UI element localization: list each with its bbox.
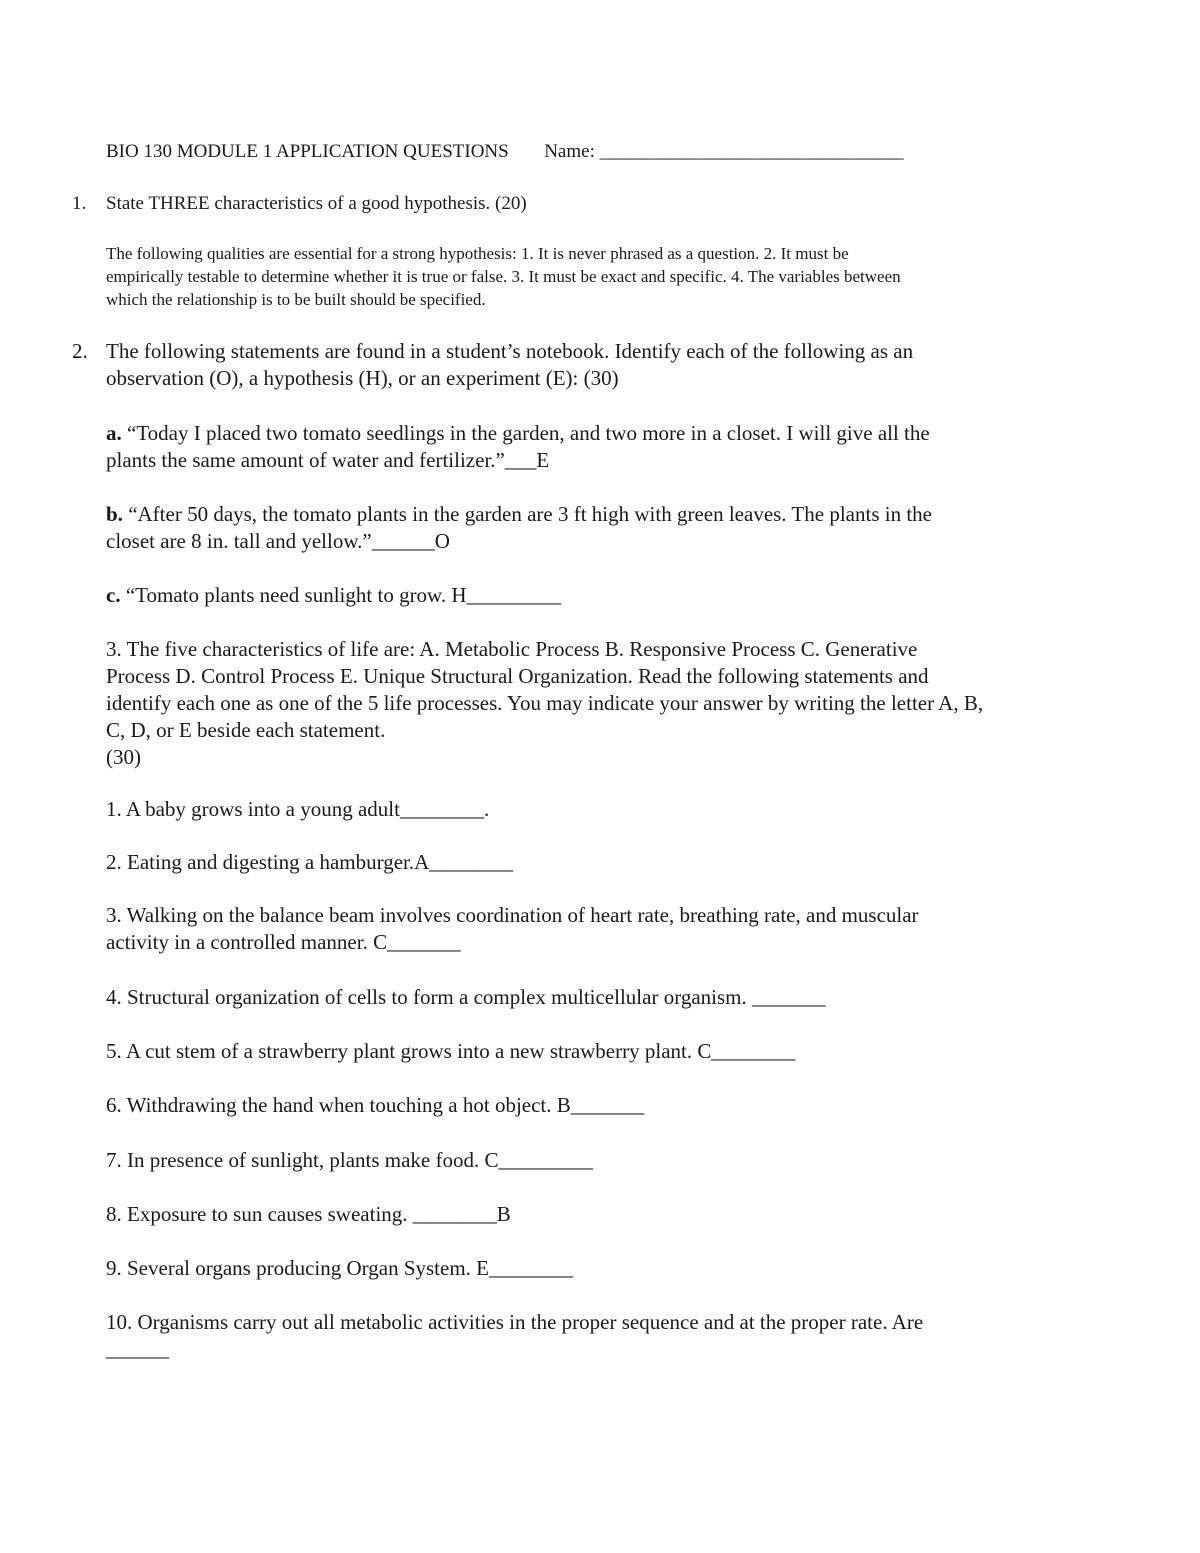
question-3-item-5: 5. A cut stem of a strawberry plant grows into a new strawberry plant. C________: [106, 1039, 796, 1063]
question-3-item-7: 7. In presence of sunlight, plants make food. C_________: [106, 1148, 593, 1172]
document-header: [106, 141, 904, 163]
question-3-text-line: Process D. Control Process E. Unique Structural Organization. Read the following statements and: [106, 664, 929, 688]
question-3-text-line: C, D, or E beside each statement.: [106, 718, 386, 742]
document-title: BIO 130 MODULE 1 APPLICATION QUESTIONS: [106, 141, 509, 162]
question-2-text-line: The following statements are found in a student’s notebook. Identify each of the following as an: [106, 339, 914, 363]
question-1-number: 1.: [72, 193, 87, 214]
question-3-points: (30): [106, 745, 141, 769]
question-2a-letter: a.: [106, 421, 122, 445]
question-3-item-3-line-2: activity in a controlled manner. C_______: [106, 930, 461, 954]
question-2-text-line: observation (O), a hypothesis (H), or an experiment (E): (30): [106, 366, 619, 390]
question-3-item-4: 4. Structural organization of cells to form a complex multicellular organism. _______: [106, 985, 826, 1009]
question-2a-line: [106, 421, 930, 446]
question-1-answer-line: empirically testable to determine whether it is true or false. 3. It must be exact and specific. 4. The variables between: [106, 267, 901, 286]
question-3-item-10: 10. Organisms carry out all metabolic activities in the proper sequence and at the proper rate. Are: [106, 1310, 924, 1334]
question-2c-line: [106, 583, 561, 608]
question-3-item-10-blank: ______: [106, 1337, 169, 1361]
question-3-text-line: identify each one as one of the 5 life processes. You may indicate your answer by writing the letter A, B,: [106, 691, 984, 715]
question-3-item-9: 9. Several organs producing Organ System. E________: [106, 1256, 573, 1280]
question-3-text-line: 3. The five characteristics of life are: A. Metabolic Process B. Responsive Process C. Generative: [106, 637, 918, 661]
question-2-number: 2.: [72, 339, 88, 363]
question-2a-line-2: plants the same amount of water and fertilizer.”___E: [106, 448, 550, 472]
question-3-item-1: 1. A baby grows into a young adult________.: [106, 797, 490, 821]
question-3-item-2: 2. Eating and digesting a hamburger.A________: [106, 850, 514, 874]
question-3-item-3: 3. Walking on the balance beam involves coordination of heart rate, breathing rate, and muscular: [106, 903, 919, 927]
question-2b-letter: b.: [106, 502, 123, 526]
question-2b-line: [106, 502, 932, 527]
question-1-answer-line: which the relationship is to be built should be specified.: [106, 290, 486, 309]
question-2b-text: “After 50 days, the tomato plants in the garden are 3 ft high with green leaves. The plants in the: [128, 502, 932, 526]
question-1-answer-line: The following qualities are essential for a strong hypothesis: 1. It is never phrased as a question. 2. It must be: [106, 244, 849, 263]
question-2c-text: “Tomato plants need sunlight to grow. H_________: [125, 583, 562, 607]
question-2c-letter: c.: [106, 583, 121, 607]
question-2b-line-2: closet are 8 in. tall and yellow.”______O: [106, 529, 450, 553]
question-3-item-8: 8. Exposure to sun causes sweating. ________B: [106, 1202, 511, 1226]
name-field-label: Name: ________________________________: [544, 141, 904, 162]
question-2a-text: “Today I placed two tomato seedlings in the garden, and two more in a closet. I will give all the: [127, 421, 930, 445]
question-1-text: State THREE characteristics of a good hypothesis. (20): [106, 193, 527, 214]
question-3-item-6: 6. Withdrawing the hand when touching a hot object. B_______: [106, 1093, 645, 1117]
